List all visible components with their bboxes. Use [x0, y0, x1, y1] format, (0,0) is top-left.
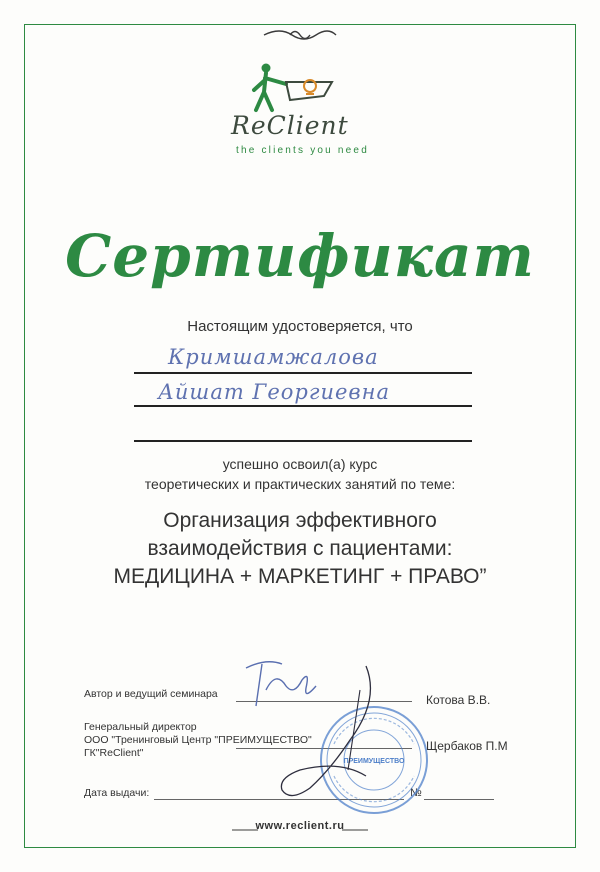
recipient-given-names: Айшат Георгиевна [158, 380, 390, 404]
logo-name: ReClient [231, 111, 349, 140]
recipient-surname: Кримшамжалова [168, 345, 379, 369]
author-role: Автор и ведущий семинара [84, 688, 218, 700]
website-link[interactable]: www.reclient.ru [255, 820, 345, 832]
issue-number-label: № [410, 787, 422, 799]
director-role-2: ООО "Тренинговый Центр "ПРЕИМУЩЕСТВО" [84, 734, 312, 746]
name-line-2 [134, 405, 472, 407]
issue-date-label: Дата выдачи: [84, 787, 150, 799]
director-role-1: Генеральный директор [84, 721, 197, 733]
director-signature-icon [270, 660, 400, 810]
intro-text: Настоящим удостоверяется, что [187, 318, 413, 335]
completion-line-2: теоретических и практических занятий по теме: [144, 476, 456, 492]
name-line-3 [134, 440, 472, 442]
certificate-title: Сертификат [65, 222, 535, 290]
issue-number-line [424, 799, 494, 800]
completion-line-1: успешно освоил(а) курс [222, 456, 378, 472]
stamp-center-text: ПРЕИМУЩЕСТВО [343, 758, 405, 765]
logo-tagline: the clients you need [236, 145, 369, 156]
director-role-3: ГК"ReClient" [84, 747, 144, 759]
course-topic-line-3: МЕДИЦИНА + МАРКЕТИНГ + ПРАВО” [113, 565, 487, 588]
course-topic-line-1: Организация эффективного [163, 509, 437, 532]
course-topic-line-2: взаимодействия с пациентами: [147, 537, 453, 560]
director-name: Щербаков П.М [426, 739, 508, 753]
author-name: Котова В.В. [426, 693, 491, 707]
top-ornament-icon [260, 26, 340, 44]
name-line-1 [134, 372, 472, 374]
